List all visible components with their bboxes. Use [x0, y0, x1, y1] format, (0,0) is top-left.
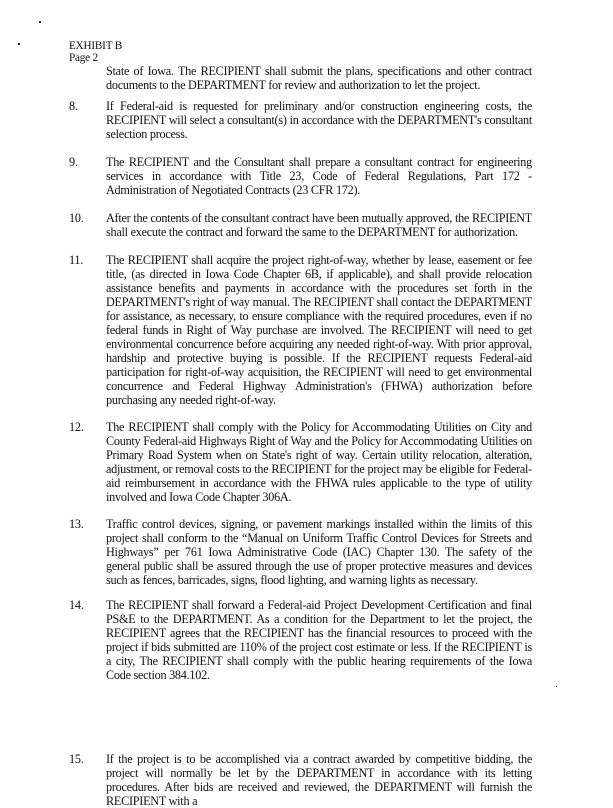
list-item-10 [69, 211, 532, 239]
item-text: If Federal-aid is requested for preliminary and/or construction engineering costs, the RECIPIENT will select a consultant(s) in accordance with the DEPARTMENT's consultant selection process. [106, 99, 532, 141]
item-text: Traffic control devices, signing, or pavement markings installed within the limits of this project shall conform to the “Manual on Uniform Traffic Control Devices for Streets and Highways” per 761 Iowa Administrative Code (IAC) Chapter 130. The safety of the general public shall be assured through the use of proper protective measures and devices such as fences, barricades, signs, flood lighting, and warning lights as necessary. [106, 517, 532, 587]
item-number: 15. [69, 752, 84, 766]
item-number: 11. [69, 253, 84, 267]
item-number: 9. [69, 155, 78, 169]
list-item-11 [69, 253, 532, 407]
item-text: The RECIPIENT shall acquire the project right-of-way, whether by lease, easement or fee title, (as directed in Iowa Code Chapter 6B, if applicable), and shall provide relocation assistance benefits and payments in accordance with the procedures set forth in the DEPARTMENT's right of way manual. The RECIPIENT shall contact the DEPARTMENT for assistance, as necessary, to ensure compliance with the required procedures, even if no federal funds in Right of Way purchase are involved. The RECIPIENT will need to get environmental concurrence before acquiring any needed right-of-way. With prior approval, hardship and protective buying is possible. If the RECIPIENT requests Federal-aid participation for right-of-way acquisition, the RECIPIENT will need to get environmental concurrence and Federal Highway Administration's (FHWA) authorization before purchasing any needed right-of-way. [106, 253, 532, 407]
item-number: 8. [69, 99, 78, 113]
scan-speck [18, 43, 20, 45]
scan-speck [39, 21, 41, 23]
item-number: 12. [69, 420, 84, 434]
list-item-9 [69, 155, 532, 197]
item-number: 13. [69, 517, 84, 531]
item-text: The RECIPIENT shall forward a Federal-aid Project Development Certification and final PS&E to the DEPARTMENT. As a condition for the Department to let the project, the RECIPIENT agrees that the RECIPIENT has the financial resources to proceed with the project if bids submitted are 110% of the project cost estimate or less. If the RECIPIENT is a city, The RECIPIENT shall comply with the public hearing requirements of the Iowa Code section 384.102. [106, 598, 532, 682]
list-item-8 [69, 99, 532, 141]
continuation-paragraph [69, 64, 532, 92]
list-item-13 [69, 517, 532, 587]
item-number: 14. [69, 598, 84, 612]
item-text: The RECIPIENT shall comply with the Policy for Accommodating Utilities on City and County Federal-aid Highways Right of Way and the Policy for Accommodating Utilities on Primary Road System when on State's right of way. Certain utility relocation, alteration, adjustment, or removal costs to the RECIPIENT for the project may be eligible for Federal-aid reimbursement in accordance with the FHWA rules applicable to the type of utility involved and Iowa Code Chapter 306A. [106, 420, 532, 504]
list-item-14 [69, 598, 532, 682]
scan-speck [556, 686, 557, 687]
item-number: 10. [69, 211, 84, 225]
paragraph-text: State of Iowa. The RECIPIENT shall submit the plans, specifications and other contract documents to the DEPARTMENT for review and authorization to let the project. [106, 64, 532, 92]
page-label: Page 2 [69, 52, 98, 64]
item-text: The RECIPIENT and the Consultant shall prepare a consultant contract for engineering services in accordance with Title 23, Code of Federal Regulations, Part 172 - Administration of Negotiated Contracts (23 CFR 172). [106, 155, 532, 197]
exhibit-label: EXHIBIT B [69, 40, 122, 52]
item-text: After the contents of the consultant contract have been mutually approved, the RECIPIENT shall execute the contract and forward the same to the DEPARTMENT for authorization. [106, 211, 532, 239]
item-text: If the project is to be accomplished via a contract awarded by competitive bidding, the project will normally be let by the DEPARTMENT in accordance with its letting procedures. After bids are received and reviewed, the DEPARTMENT will furnish the RECIPIENT with a [106, 752, 532, 808]
list-item-12 [69, 420, 532, 504]
